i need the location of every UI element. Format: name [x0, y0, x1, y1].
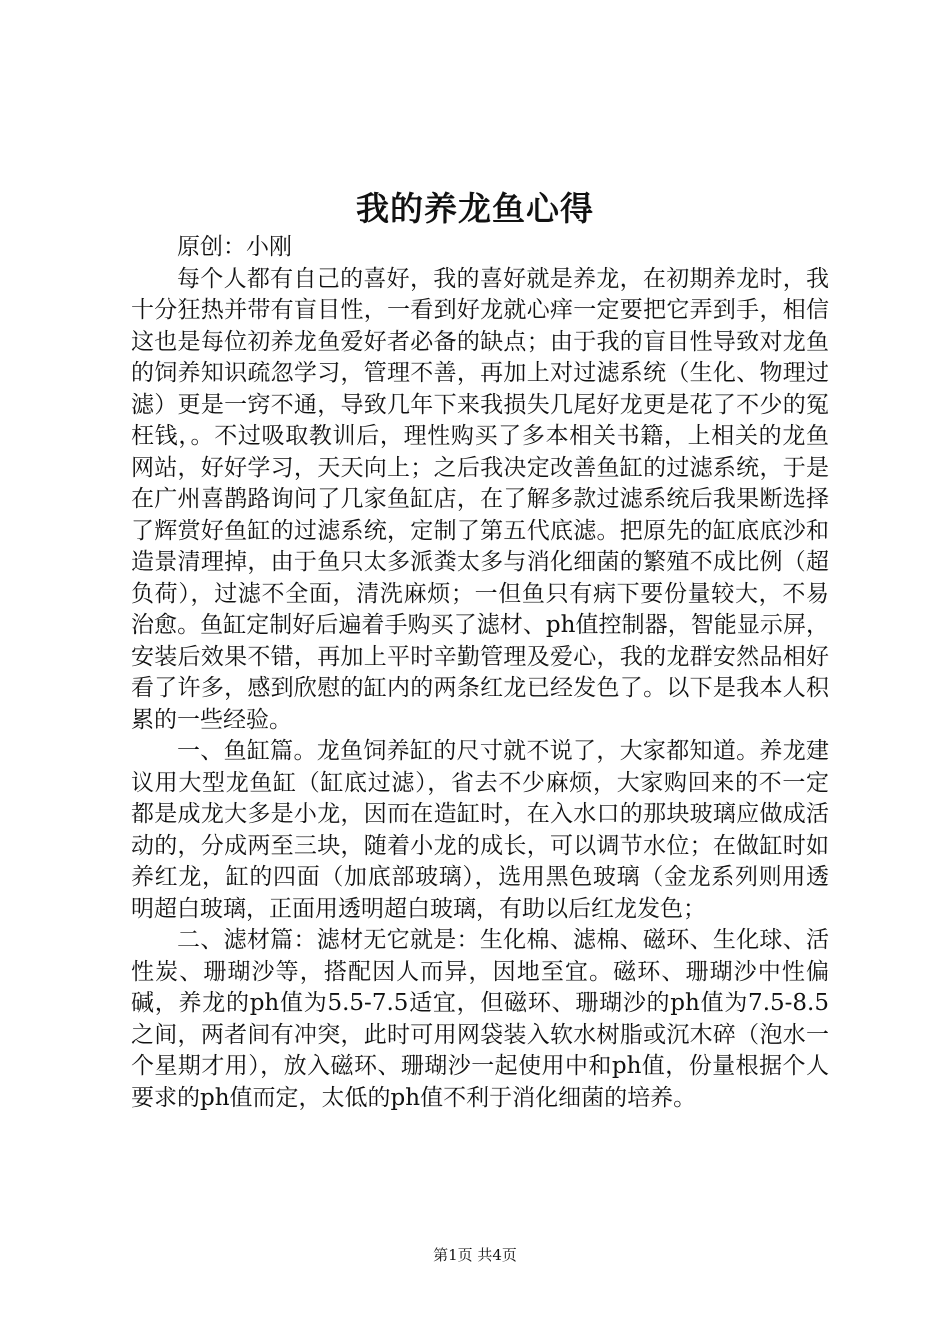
page-title: 我的养龙鱼心得 — [356, 189, 594, 228]
document-body — [131, 232, 829, 1114]
author-line: 原创：小刚 — [177, 234, 292, 260]
paragraph-filter-media: 二、滤材篇：滤材无它就是：生化棉、滤棉、磁环、生化球、活性炭、珊瑚沙等，搭配因人而异，因地至宜。磁环、珊瑚沙中性偏碱，养龙的ph值为5.5-7.5适宜，但磁环、珊瑚沙的ph值为7.5-8.5之间，两者间有冲突，此时可用网袋装入软水树脂或沉木碎（泡水一个星期才用），放入磁环、珊瑚沙一起使用中和ph值，份量根据个人要求的ph值而定，太低的ph值不利于消化细菌的培养。 — [131, 927, 829, 1111]
paragraph-tank: 一、鱼缸篇。龙鱼饲养缸的尺寸就不说了，大家都知道。养龙建议用大型龙鱼缸（缸底过滤），省去不少麻烦，大家购回来的不一定都是成龙大多是小龙，因而在造缸时，在入水口的那块玻璃应做成活动的，分成两至三块，随着小龙的成长，可以调节水位；在做缸时如养红龙，缸的四面（加底部玻璃），选用黑色玻璃（金龙系列则用透明超白玻璃，正面用透明超白玻璃，有助以后红龙发色； — [131, 738, 829, 922]
page-footer: 第1页 共4页 — [433, 1246, 517, 1264]
paragraph-intro: 每个人都有自己的喜好，我的喜好就是养龙，在初期养龙时，我十分狂热并带有盲目性，一看到好龙就心痒一定要把它弄到手，相信这也是每位初养龙鱼爱好者必备的缺点；由于我的盲目性导致对龙鱼的饲养知识疏忽学习，管理不善，再加上对过滤系统（生化、物理过滤）更是一窍不通，导致几年下来我损失几尾好龙更是花了不少的冤枉钱，。不过吸取教训后，理性购买了多本相关书籍，上相关的龙鱼网站，好好学习，天天向上；之后我决定改善鱼缸的过滤系统，于是在广州喜鹊路询问了几家鱼缸店，在了解多款过滤系统后我果断选择了辉赏好鱼缸的过滤系统，定制了第五代底滤。把原先的缸底底沙和造景清理掉，由于鱼只太多派粪太多与消化细菌的繁殖不成比例（超负荷），过滤不全面，清洗麻烦；一但鱼只有病下要份量较大，不易治愈。鱼缸定制好后遍着手购买了滤材、ph值控制器，智能显示屏，安装后效果不错，再加上平时辛勤管理及爱心，我的龙群安然品相好看了许多，感到欣慰的缸内的两条红龙已经发色了。以下是我本人积累的一些经验。 — [131, 265, 829, 733]
